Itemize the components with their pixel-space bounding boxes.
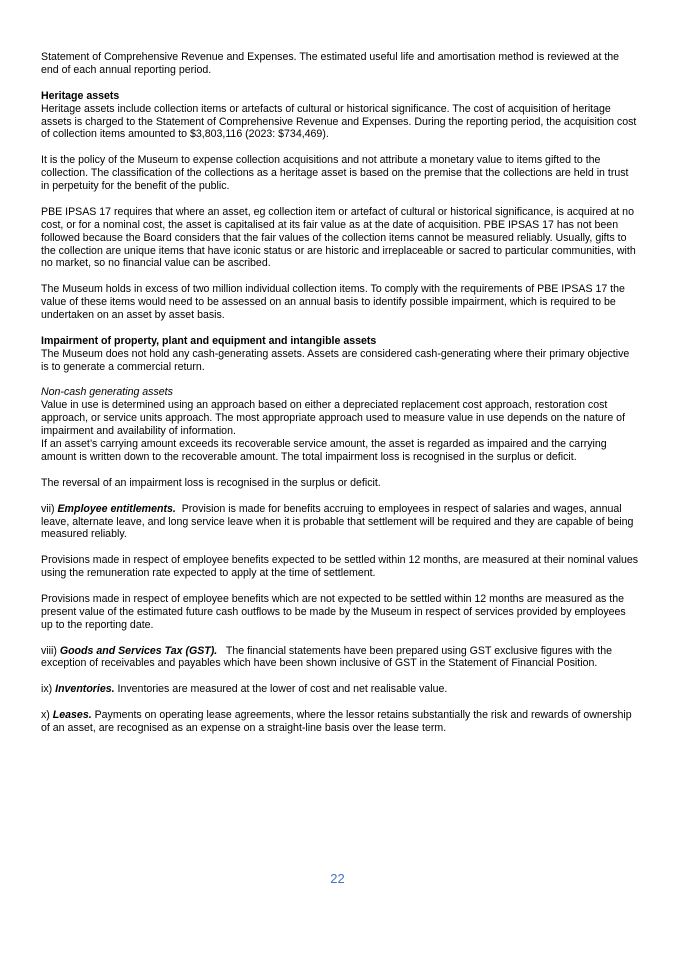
gst-lead: Goods and Services Tax (GST). [59,644,218,657]
section-leases [41,709,639,735]
gst-body: The financial statements have been prepared using GST exclusive figures with the exception of receivables and payables which have been shown inclusive of GST in the Statement of Financial Position. [41,644,615,670]
document-page [41,51,639,748]
leases-prefix: x) [41,709,53,722]
employee-entitlements-lead: Employee entitlements. [57,502,176,515]
heading-non-cash-assets: Non-cash generating assets [41,386,173,399]
gst-prefix: viii) [41,644,60,657]
paragraph-collection-policy: It is the policy of the Museum to expense collection acquisitions and not attribute a monetary value to items gifted to the collection. The classification of the collections as a heritage asset is based on the premise that the collections are held in trust in perpetuity for the benefit of the public. [41,154,629,193]
paragraph-collection-items: The Museum holds in excess of two million individual collection items. To comply with the requirements of PBE IPSAS 17 the value of these items would need to be assessed on an annual basis to identify possible impairment, which is required to be undertaken on an asset by asset basis. [41,283,625,322]
page-number: 22 [330,871,345,886]
section-inventories [41,683,639,696]
paragraph-amortisation: Statement of Comprehensive Revenue and Expenses. The estimated useful life and amortisation method is reviewed at the end of each annual reporting period. [41,51,620,76]
inventories-lead: Inventories. [55,683,115,696]
heading-impairment: Impairment of property, plant and equipment and intangible assets [41,334,377,347]
paragraph-pbe-ipsas-17: PBE IPSAS 17 requires that where an asset, eg collection item or artefact of cultural or historical significance, is acquired at no cost, or for a nominal cost, the asset is capitalised at its fair value as at the date of acquisition. PBE IPSAS 17 has not been followed because the Board considers that the fair values of the collection items cannot be measured reliably. Usually, gifts to the collection are unique items that have iconic status or are historic and irreplaceable or sacred to particular communities, with no market, so no financial value can be ascribed. [41,205,636,270]
section-non-cash-assets [41,386,639,463]
paragraph-employee-benefits-long-term: Provisions made in respect of employee benefits which are not expected to be settled within 12 months are measured as the present value of the estimated future cash outflows to be made by the Museum in respect of services provided by employees up to the reporting date. [41,592,626,631]
inventories-prefix: ix) [41,683,56,696]
section-gst [41,645,639,671]
paragraph-carrying-amount: If an asset’s carrying amount exceeds its recoverable service amount, the asset is regarded as impaired and the carrying amount is written down to the recoverable amount. The total impairment loss is recognised in the surplus or deficit. [41,438,607,463]
paragraph-employee-benefits-12-months: Provisions made in respect of employee benefits expected to be settled within 12 months, are measured at their nominal values using the remuneration rate expected to apply at the time of settlement. [41,554,639,580]
leases-lead: Leases. [52,709,92,722]
section-employee-entitlements [41,503,639,542]
heading-heritage-assets: Heritage assets [41,89,120,102]
section-heritage-assets [41,90,639,142]
paragraph-heritage-assets: Heritage assets include collection items or artefacts of cultural or historical significance. The cost of acquisition of heritage assets is charged to the Statement of Comprehensive Revenue and Expenses. During the reporting period, the acquisition cost of collection items amounted to $3,803,116 (2023: $734,469). [41,102,637,141]
employee-prefix: vii) [41,502,58,515]
leases-body: Payments on operating lease agreements, where the lessor retains substantially the risk and rewards of ownership of an asset, are recognised as an expense on a straight-line basis over the lease term. [41,709,632,734]
paragraph-impairment: The Museum does not hold any cash-generating assets. Assets are considered cash-generating where their primary objective is to generate a commercial return. [41,347,630,373]
section-impairment [41,335,639,374]
employee-entitlements-body: Provision is made for benefits accruing to employees in respect of salaries and wages, annual leave, alternate leave, and long service leave when it is probable that settlement will be required and they are capable of being measured reliably. [41,502,637,541]
paragraph-impairment-reversal: The reversal of an impairment loss is recognised in the surplus or deficit. [41,476,381,489]
paragraph-value-in-use: Value in use is determined using an approach based on either a depreciated replacement cost approach, restoration cost approach, or service units approach. The most appropriate approach used to measure value in use depends on the nature of impairment and availability of information. [41,399,626,438]
inventories-body: Inventories are measured at the lower of cost and net realisable value. [114,683,448,696]
